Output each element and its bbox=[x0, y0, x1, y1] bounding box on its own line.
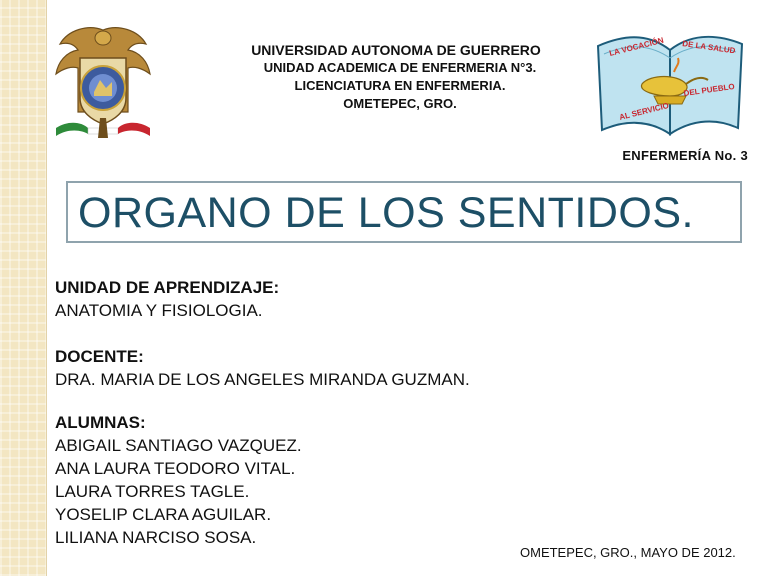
teacher-heading: DOCENTE: bbox=[55, 347, 144, 366]
students-section bbox=[55, 411, 695, 549]
university-name: UNIVERSIDAD AUTONOMA DE GUERRERO bbox=[251, 42, 541, 58]
header-block bbox=[200, 41, 600, 113]
teacher-name: DRA. MARIA DE LOS ANGELES MIRANDA GUZMAN. bbox=[55, 370, 470, 389]
student-name: ANA LAURA TEODORO VITAL. bbox=[55, 459, 296, 478]
students-heading: ALUMNAS: bbox=[55, 413, 146, 432]
footer-date-location: OMETEPEC, GRO., MAYO DE 2012. bbox=[520, 545, 736, 560]
learning-unit-value: ANATOMIA Y FISIOLOGIA. bbox=[55, 301, 263, 320]
title-box bbox=[66, 181, 742, 243]
logo-arc-left: LA VOCACIÓN bbox=[608, 35, 665, 58]
student-name: YOSELIP CLARA AGUILAR. bbox=[55, 505, 272, 524]
degree-program: LICENCIATURA EN ENFERMERIA. bbox=[294, 78, 506, 93]
logo-bottom-left: AL SERVICIO bbox=[618, 100, 670, 122]
side-divider bbox=[46, 0, 47, 576]
teacher-section bbox=[55, 345, 695, 391]
student-name: LAURA TORRES TAGLE. bbox=[55, 482, 250, 501]
university-shield-logo bbox=[48, 22, 158, 142]
side-decoration-strip bbox=[0, 0, 46, 576]
academic-unit: UNIDAD ACADEMICA DE ENFERMERIA N°3. bbox=[263, 60, 537, 75]
header-location: OMETEPEC, GRO. bbox=[343, 96, 457, 111]
logo-caption: ENFERMERÍA No. 3 bbox=[622, 148, 748, 163]
learning-unit-heading: UNIDAD DE APRENDIZAJE: bbox=[55, 278, 280, 297]
nursing-book-logo bbox=[590, 26, 750, 144]
logo-arc-right: DE LA SALUD bbox=[681, 39, 736, 56]
student-name: ABIGAIL SANTIAGO VAZQUEZ. bbox=[55, 436, 302, 455]
student-name: LILIANA NARCISO SOSA. bbox=[55, 528, 257, 547]
learning-unit-section bbox=[55, 276, 695, 322]
logo-bottom-right: DEL PUEBLO bbox=[683, 81, 736, 98]
presentation-title: ORGANO DE LOS SENTIDOS. bbox=[78, 189, 694, 237]
